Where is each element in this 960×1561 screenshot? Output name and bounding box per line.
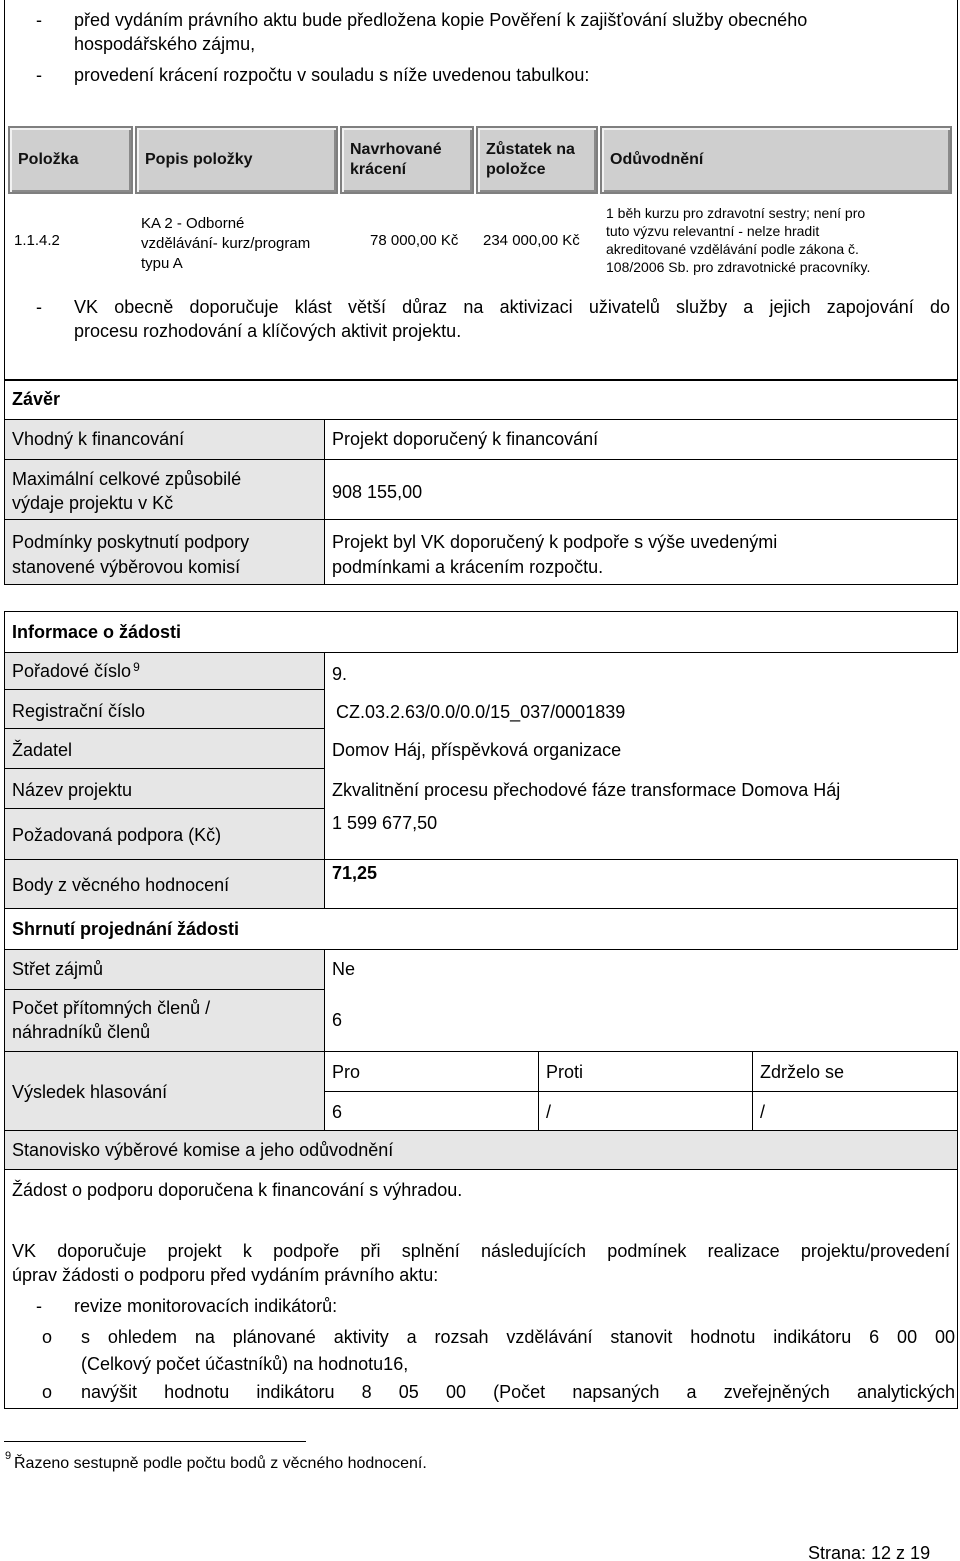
stanovisko-value: Žádost o podporu doporučena k financování s výhradou. (12, 1180, 463, 1200)
table-header-reason (600, 126, 952, 194)
zaver-value: podmínkami a krácením rozpočtu. (332, 557, 604, 577)
info-value: 1 599 677,50 (332, 813, 438, 833)
o-item: navýšit hodnotu indikátoru 8 05 00 (Počet napsaných a zveřejněných analytických (81, 1382, 955, 1402)
header-label: Odůvodnění (610, 151, 704, 168)
desc-line: vzdělávání- kurz/program (141, 235, 311, 252)
info-label: Požadovaná podpora (Kč) (12, 825, 222, 845)
info-value: 9. (332, 664, 348, 684)
footnote-number: 9 (5, 1450, 12, 1462)
dash-item: revize monitorovacích indikátorů: (74, 1296, 338, 1316)
footnote-text: Řazeno sestupně podle počtu bodů z věcného hodnocení. (14, 1455, 427, 1472)
table-header-desc (135, 126, 338, 194)
info-label: Registrační číslo (12, 701, 146, 721)
header-label: Popis položky (145, 151, 253, 168)
footnote-ref: 9 (133, 660, 140, 674)
info-value: CZ.03.2.63/0.0/0.0/15_037/0001839 (336, 702, 626, 722)
table-header-cut (340, 126, 474, 194)
info-label: Název projektu (12, 780, 133, 800)
vote-cell (538, 1091, 753, 1131)
reason-line: 108/2006 Sb. pro zdravotnické pracovníky. (606, 259, 871, 275)
table-header-item (8, 126, 133, 194)
info-value: 71,25 (332, 863, 378, 883)
desc-line: KA 2 - Odborné (141, 215, 245, 232)
info-label: Žadatel (12, 740, 73, 760)
o-item: (Celkový počet účastníků) na hodnotu16, (81, 1354, 409, 1374)
desc-line: typu A (141, 255, 183, 272)
info-label (12, 659, 140, 683)
zaver-label: Vhodný k financování (12, 429, 185, 449)
table-row-cut: 78 000,00 Kč (370, 232, 459, 249)
header-label: Navrhované (350, 141, 442, 158)
vote-header: Pro (332, 1062, 361, 1082)
summary-label: Výsledek hlasování (12, 1082, 168, 1102)
header-label: krácení (350, 161, 407, 178)
bullet-text: před vydáním právního aktu bude předložena kopie Pověření k zajišťování služby obecného (74, 10, 808, 30)
info-value: Domov Háj, příspěvková organizace (332, 740, 622, 760)
zaver-value: Projekt byl VK doporučený k podpoře s výše uvedenými (332, 532, 778, 552)
table-header-remaining (476, 126, 598, 194)
table-row-remaining: 234 000,00 Kč (483, 232, 580, 249)
o-marker: o (42, 1327, 53, 1347)
info-title: Informace o žádosti (12, 622, 182, 642)
zaver-label: výdaje projektu v Kč (12, 493, 174, 513)
zaver-title: Závěr (12, 389, 61, 409)
zaver-title-box (4, 380, 958, 420)
bullet-dash: - (36, 10, 42, 30)
vote-header: Zdrželo se (760, 1062, 845, 1082)
bullet-dash: - (36, 65, 42, 85)
summary-value: 6 (332, 1010, 343, 1030)
table-row-reason (606, 204, 870, 276)
reason-line: akreditované vzdělávání podle zákona č. (606, 241, 859, 257)
table-row-desc (141, 214, 310, 274)
zaver-label: stanovené výběrovou komisí (12, 557, 241, 577)
vote-cell (752, 1091, 958, 1131)
zaver-label: Maximální celkové způsobilé (12, 469, 242, 489)
page-number: Strana: 12 z 19 (808, 1543, 931, 1561)
summary-title: Shrnutí projednání žádosti (12, 919, 240, 939)
info-value: Zkvalitnění procesu přechodové fáze transformace Domova Háj (332, 780, 841, 800)
vote-value: / (760, 1102, 766, 1122)
bullet-dash: - (36, 297, 42, 317)
header-label: Položka (18, 151, 79, 168)
summary-label: náhradníků členů (12, 1022, 151, 1042)
vote-value: / (546, 1102, 552, 1122)
reason-line: 1 běh kurzu pro zdravotní sestry; není pro (606, 205, 866, 221)
recommendation-text: VK obecně doporučuje klást větší důraz na aktivizaci uživatelů služby a jejich zapojování do (74, 297, 950, 317)
info-value-cell (324, 859, 958, 909)
recommendation-text: procesu rozhodování a klíčových aktivit projektu. (74, 321, 462, 341)
header-label: položce (486, 161, 546, 178)
o-marker: o (42, 1382, 53, 1402)
vk-text: VK doporučuje projekt k podpoře při splnění následujících podmínek realizace projektu/provedení (12, 1241, 950, 1261)
zaver-value: Projekt doporučený k financování (332, 429, 599, 449)
summary-label: Střet zájmů (12, 959, 104, 979)
zaver-label: Podmínky poskytnutí podpory (12, 532, 250, 552)
vk-text: úprav žádosti o podporu před vydáním právního aktu: (12, 1265, 439, 1285)
bullet-text: hospodářského zájmu, (74, 34, 256, 54)
bullet-dash: - (36, 1296, 42, 1316)
info-label-text: Pořadové číslo (12, 661, 132, 681)
footnote-rule (4, 1441, 306, 1442)
vote-header: Proti (546, 1062, 584, 1082)
reason-line: tuto výzvu relevantní - nelze hradit (606, 223, 820, 239)
vote-cell (324, 1091, 539, 1131)
summary-label: Počet přítomných členů / (12, 998, 211, 1018)
info-label: Body z věcného hodnocení (12, 875, 230, 895)
stanovisko-label: Stanovisko výběrové komise a jeho odůvodnění (12, 1140, 394, 1160)
zaver-value: 908 155,00 (332, 482, 423, 502)
o-item: s ohledem na plánované aktivity a rozsah vzdělávání stanovit hodnotu indikátoru 6 00 00 (81, 1327, 955, 1347)
summary-value: Ne (332, 959, 356, 979)
header-label: Zůstatek na (486, 141, 575, 158)
table-row-item: 1.1.4.2 (14, 232, 60, 249)
vote-value: 6 (332, 1102, 343, 1122)
bullet-text: provedení krácení rozpočtu v souladu s níže uvedenou tabulkou: (74, 65, 590, 85)
